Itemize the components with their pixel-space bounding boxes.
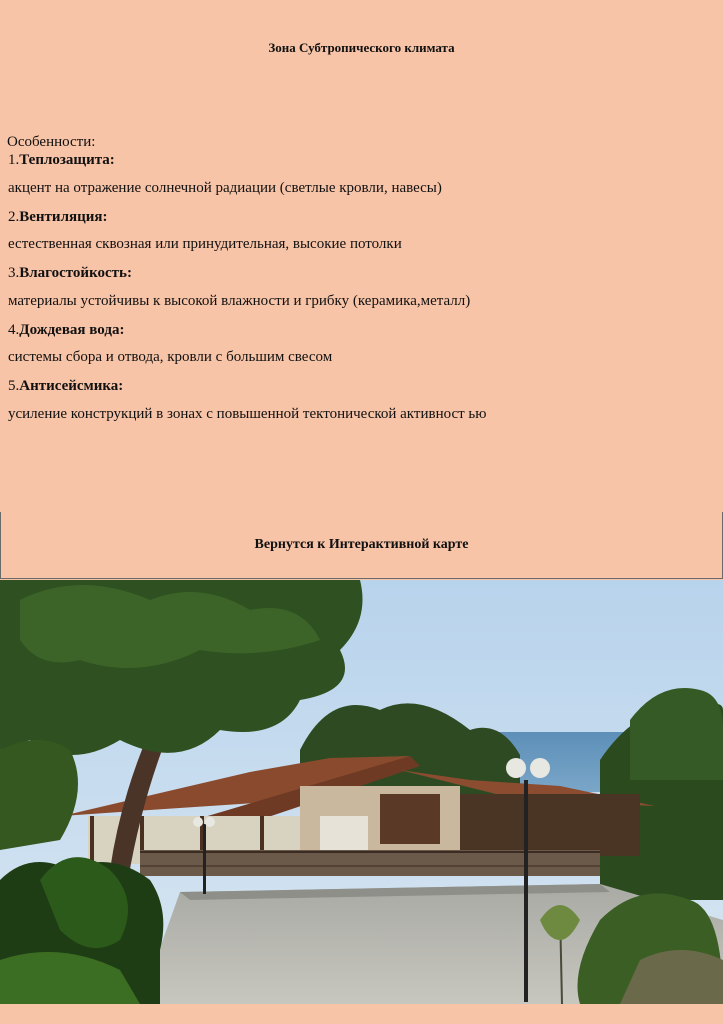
feature-heading-label: Теплозащита: (19, 152, 115, 169)
feature-heading-label: Влагостойкость: (19, 265, 132, 282)
feature-number: 4. (8, 321, 20, 338)
feature-text-3: материалы устойчивы к высокой влажности и грибку (керамика,металл) (8, 292, 471, 309)
features-section (8, 134, 548, 435)
feature-text-4: системы сбора и отвода, кровли с большим свесом (8, 349, 333, 365)
feature-heading-label: Дождевая вода: (19, 321, 125, 338)
bottom-strip (0, 1004, 723, 1024)
feature-text-1: акцент на отражение солнечной радиации (светлые кровли, навесы) (8, 179, 442, 196)
feature-number: 5. (8, 378, 20, 395)
features-intro: Особенности: (7, 134, 96, 150)
feature-text-2: естественная сквозная или принудительная, высокие потолки (8, 236, 402, 252)
feature-number: 3. (8, 265, 20, 282)
feature-heading-label: Антисейсмика: (19, 378, 124, 395)
feature-text-5: усиление конструкций в зонах с повышенной тектонической активност ью (8, 405, 487, 422)
back-to-map-button[interactable]: Вернутся к Интерактивной карте (0, 512, 723, 579)
page-title: Зона Субтропического климата (268, 40, 455, 55)
feature-number: 2. (8, 208, 20, 225)
building-photo (0, 580, 723, 1004)
feature-heading-4 (8, 322, 548, 339)
feature-heading-1 (8, 152, 548, 169)
feature-heading-5 (8, 378, 548, 395)
feature-number: 1. (8, 152, 20, 169)
feature-heading-2 (8, 209, 548, 226)
feature-heading-label: Вентиляция: (19, 208, 108, 225)
feature-heading-3 (8, 265, 548, 282)
